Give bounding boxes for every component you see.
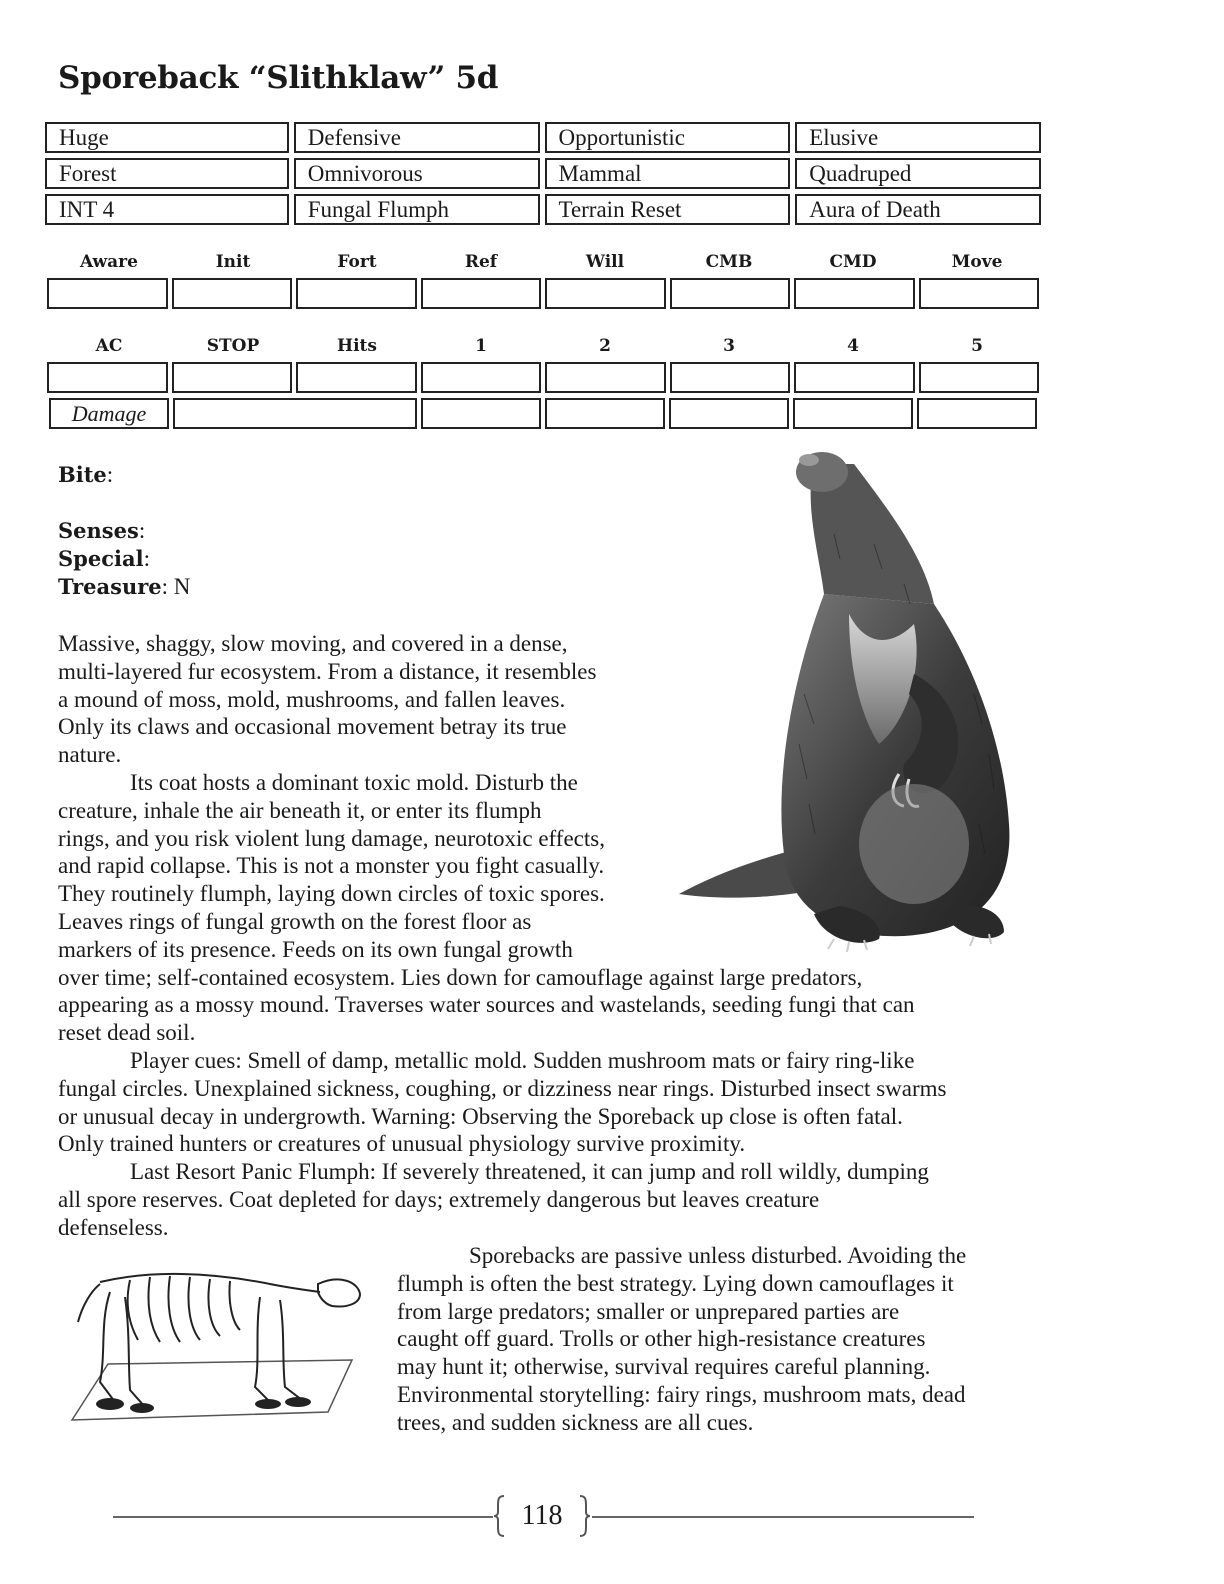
description-line: markers of its presence. Feeds on its own fungal growth xyxy=(58,936,573,962)
stat-label-3: 3 xyxy=(723,336,735,356)
senses-field: Senses: xyxy=(58,518,146,543)
closing-line: Sporebacks are passive unless disturbed. Avoiding the xyxy=(469,1243,967,1268)
trait-grid xyxy=(45,122,1041,230)
right-brace-icon xyxy=(578,1494,592,1538)
description-line: They routinely flumph, laying down circles of toxic spores. xyxy=(58,881,605,907)
closing-line: may hunt it; otherwise, survival requires careful planning. xyxy=(397,1354,931,1380)
closing-line: flumph is often the best strategy. Lying down camouflages it xyxy=(397,1270,954,1296)
closing-line: from large predators; smaller or unprepared parties are xyxy=(397,1298,900,1324)
stat-label-aware: Aware xyxy=(80,252,138,272)
treasure-label: Treasure xyxy=(58,574,162,599)
stat-label-init: Init xyxy=(215,252,251,272)
description-line: appearing as a mossy mound. Traverses water sources and wastelands, seeding fungi that can xyxy=(58,992,915,1018)
stat-field-1[interactable] xyxy=(421,362,542,393)
description-line: Only its claws and occasional movement betray its true xyxy=(58,714,567,740)
description-line: creature, inhale the air beneath it, or enter its flumph xyxy=(58,797,542,823)
trait-terrain: Forest xyxy=(45,158,289,189)
trait-behavior: Defensive xyxy=(294,122,540,153)
bite-label: Bite xyxy=(58,462,107,487)
footer-rule-left xyxy=(113,1516,493,1518)
stat-field-4[interactable] xyxy=(794,362,915,393)
description-line: defenseless. xyxy=(58,1214,169,1240)
senses-label: Senses xyxy=(58,518,139,543)
stat-label-will: Will xyxy=(585,252,625,272)
stat-field-fort[interactable] xyxy=(296,278,417,309)
description-line: over time; self-contained ecosystem. Lies down for camouflage against large predators, xyxy=(58,964,863,990)
trait-ability-3: Aura of Death xyxy=(795,194,1041,225)
stat-field-2[interactable] xyxy=(545,362,666,393)
trait-ability-2: Terrain Reset xyxy=(545,194,791,225)
stat-field-move[interactable] xyxy=(919,278,1040,309)
stat-field-ac[interactable] xyxy=(47,362,168,393)
closing-line: trees, and sudden sickness are all cues. xyxy=(397,1409,754,1435)
description-line: or unusual decay in undergrowth. Warning: Observing the Sporeback up close is often fatal. xyxy=(58,1103,903,1129)
stat-label-stop: STOP xyxy=(206,336,260,356)
stat-field-hits[interactable] xyxy=(296,362,417,393)
description-line: Last Resort Panic Flumph: If severely threatened, it can jump and roll wildly, dumping xyxy=(130,1159,929,1185)
damage-label: Damage xyxy=(49,398,169,429)
bite-field: Bite: xyxy=(58,462,114,487)
stat-field-init[interactable] xyxy=(172,278,293,309)
stat-field-3[interactable] xyxy=(670,362,791,393)
trait-diet: Omnivorous xyxy=(294,158,540,189)
trait-body: Quadruped xyxy=(795,158,1041,189)
stat-label-5: 5 xyxy=(971,336,983,356)
closing-text xyxy=(397,1242,966,1437)
description-line: Player cues: Smell of damp, metallic mold. Sudden mushroom mats or fairy ring-like xyxy=(130,1047,915,1073)
description-line: a mound of moss, mold, mushrooms, and fallen leaves. xyxy=(58,686,566,712)
closing-line: caught off guard. Trolls or other high-resistance creatures xyxy=(397,1326,926,1352)
description-line: Its coat hosts a dominant toxic mold. Disturb the xyxy=(130,769,578,795)
description-line: fungal circles. Unexplained sickness, coughing, or dizziness near rings. Disturbed insect swarms xyxy=(58,1075,947,1101)
trait-row xyxy=(45,194,1041,225)
stat-label-2: 2 xyxy=(599,336,611,356)
stat-label-cmb: CMB xyxy=(705,252,753,272)
treasure-field: Treasure: N xyxy=(58,574,191,599)
stat-field-stop[interactable] xyxy=(172,362,293,393)
stat-boxes-row-2 xyxy=(47,362,1039,393)
stat-boxes-row-1 xyxy=(47,278,1039,309)
description-line: multi-layered fur ecosystem. From a distance, it resembles xyxy=(58,658,597,684)
trait-ability-1: Fungal Flumph xyxy=(294,194,540,225)
stat-field-will[interactable] xyxy=(545,278,666,309)
stat-label-4: 4 xyxy=(847,336,859,356)
stat-field-cmb[interactable] xyxy=(670,278,791,309)
damage-field-5[interactable] xyxy=(917,398,1037,429)
stat-label-hits: Hits xyxy=(337,336,377,356)
stat-field-ref[interactable] xyxy=(421,278,542,309)
special-field: Special: xyxy=(58,546,150,571)
special-label: Special xyxy=(58,546,144,571)
stat-field-5[interactable] xyxy=(919,362,1040,393)
trait-row xyxy=(45,158,1041,189)
page-title: Sporeback “Slithklaw” 5d xyxy=(58,60,499,96)
trait-int: INT 4 xyxy=(45,194,289,225)
closing-line: Environmental storytelling: fairy rings, mushroom mats, dead xyxy=(397,1381,966,1407)
trait-disposition: Elusive xyxy=(795,122,1041,153)
description-line: and rapid collapse. This is not a monster you fight casually. xyxy=(58,853,605,879)
trait-row xyxy=(45,122,1041,153)
description-line: reset dead soil. xyxy=(58,1020,196,1046)
stat-field-aware[interactable] xyxy=(47,278,168,309)
description-line: Massive, shaggy, slow moving, and covered in a dense, xyxy=(58,631,568,656)
stat-label-fort: Fort xyxy=(337,252,377,272)
description-line: Leaves rings of fungal growth on the forest floor as xyxy=(58,908,532,934)
stat-labels-row-1 xyxy=(47,252,1039,272)
description-line: Only trained hunters or creatures of unusual physiology survive proximity. xyxy=(58,1131,746,1157)
skeleton-illustration xyxy=(70,1262,366,1424)
damage-row xyxy=(49,398,1037,429)
stat-labels-row-2 xyxy=(47,336,1039,356)
sloth-illustration xyxy=(674,444,1020,952)
trait-tactic: Opportunistic xyxy=(545,122,791,153)
trait-type: Mammal xyxy=(545,158,791,189)
stat-label-ref: Ref xyxy=(464,252,498,272)
trait-size: Huge xyxy=(45,122,289,153)
stat-label-move: Move xyxy=(951,252,1003,272)
stat-label-ac: AC xyxy=(95,336,123,356)
stat-field-cmd[interactable] xyxy=(794,278,915,309)
description-line: rings, and you risk violent lung damage, neurotoxic effects, xyxy=(58,825,605,851)
damage-field-4[interactable] xyxy=(793,398,913,429)
stat-label-1: 1 xyxy=(475,336,487,356)
footer-rule-right xyxy=(592,1516,974,1518)
damage-field-3[interactable] xyxy=(669,398,789,429)
page-number: 118 xyxy=(521,1500,563,1531)
treasure-value: N xyxy=(173,574,191,599)
damage-field-1[interactable] xyxy=(421,398,541,429)
damage-field-2[interactable] xyxy=(545,398,665,429)
description-line: all spore reserves. Coat depleted for days; extremely dangerous but leaves creature xyxy=(58,1186,820,1212)
damage-field-wide[interactable] xyxy=(173,398,417,429)
description-line: nature. xyxy=(58,742,122,768)
stat-label-cmd: CMD xyxy=(829,252,877,272)
